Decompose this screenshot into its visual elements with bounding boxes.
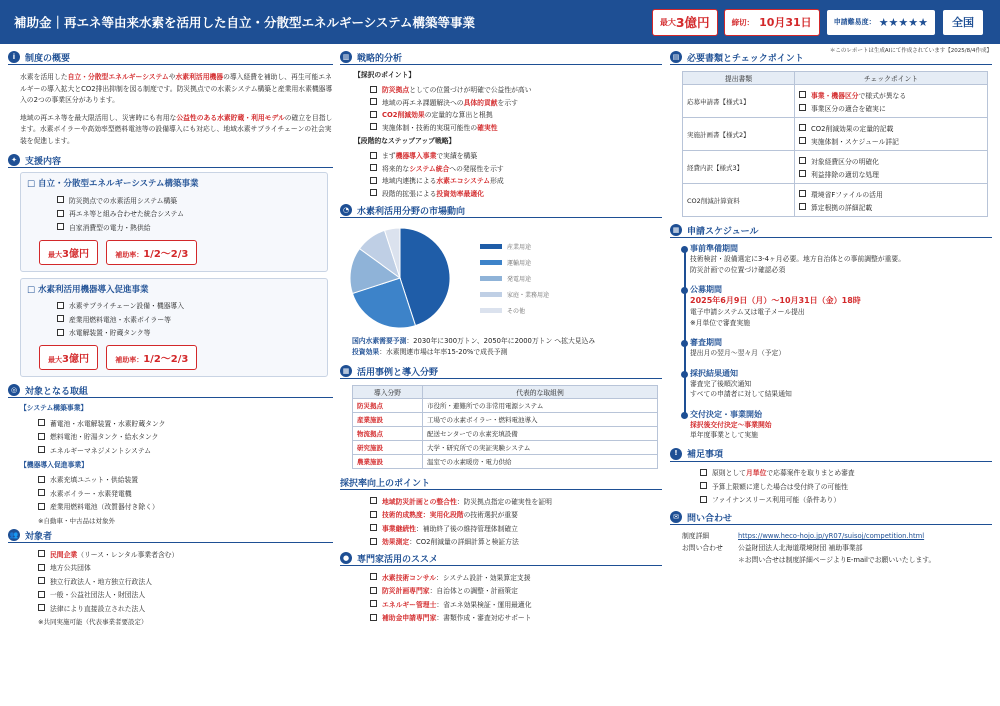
mail-icon: ✉: [670, 511, 682, 523]
table-cell: 配送センターでの水素充填設備: [423, 427, 658, 441]
table-row: [683, 118, 988, 151]
list-item: 蓄電池・水電解装置・水素貯蔵タンク: [38, 416, 333, 430]
contact-heading: ✉ 問い合わせ: [670, 510, 992, 525]
table-cell: 工場での水素ボイラー・燃料電池導入: [423, 413, 658, 427]
strategy-group-label: 【段階的なステップアップ戦略】: [354, 137, 456, 145]
user-icon: ●: [340, 552, 352, 564]
table-cell: 温室での水素暖房・電力供給: [423, 455, 658, 469]
list-item: 補助金申請専門家 ：書類作成・審査対応サポート: [370, 611, 662, 625]
table-cell: [795, 151, 988, 184]
table-row: [353, 427, 658, 441]
improve-heading: 採択率向上のポイント: [340, 475, 662, 490]
check-item: 環境省Fファイルの活用: [799, 187, 983, 200]
checkbox-icon: [370, 524, 377, 531]
legend-item: [480, 286, 549, 302]
table-cell: [795, 118, 988, 151]
legend-label: 産業用途: [507, 243, 532, 251]
list-item: エネルギーマネジメントシステム: [38, 443, 333, 457]
list-item: 法律により直接設立された法人: [38, 601, 333, 615]
timeline-item: 審査期間 提出月の翌月〜翌々月（予定）: [690, 338, 992, 359]
checkbox-icon: [799, 170, 806, 177]
checkbox-icon: [799, 124, 806, 131]
checkbox-icon: [370, 164, 377, 171]
table-row: [353, 413, 658, 427]
checkbox-icon: [370, 511, 377, 518]
checkbox-icon: [38, 550, 45, 557]
legend-swatch: [480, 276, 502, 281]
targets-note: ※自動車・中古品は対象外: [38, 517, 115, 525]
list-item: 独立行政法人・地方独立行政法人: [38, 574, 333, 588]
list-item: 水素充填ユニット・供給装置: [38, 473, 333, 487]
info-icon: i: [8, 51, 20, 63]
checkbox-icon: [370, 189, 377, 196]
table-row: [353, 455, 658, 469]
checkbox-icon: [799, 91, 806, 98]
right-column: [670, 50, 992, 566]
building-icon: ▦: [340, 365, 352, 377]
strategy-group-label: 【採択のポイント】: [354, 71, 416, 79]
market-chart: [340, 222, 662, 334]
pie-chart: [340, 223, 460, 333]
checkbox-icon: [700, 496, 707, 503]
list-item: 実施体制・技術的実現可能性の 確実性: [370, 121, 662, 134]
document-icon: ▤: [670, 51, 682, 63]
checkbox-icon: [700, 469, 707, 476]
checkbox-icon: [38, 564, 45, 571]
notes-heading: ! 補足事項: [670, 447, 992, 462]
table-cell: [795, 85, 988, 118]
checkbox-icon: [38, 591, 45, 598]
list-item: まず 機器導入事業 で実績を構築: [370, 149, 662, 162]
table-cell: 農業施設: [353, 455, 423, 469]
people-icon: 👥: [8, 529, 20, 541]
checkbox-icon: [38, 476, 45, 483]
checkbox-icon: [370, 600, 377, 607]
checkbox-icon: [370, 573, 377, 580]
checkbox-icon: [799, 104, 806, 111]
checkbox-icon: [370, 98, 377, 105]
calendar-icon: ▦: [670, 224, 682, 236]
list-item: 将来的な システム統合 への発展性を示す: [370, 162, 662, 175]
support-heading: ✦ 支援内容: [8, 153, 333, 168]
checkbox-icon: [57, 315, 64, 322]
support-box-title: □ 自立・分散型エネルギーシステム構築事業: [27, 179, 199, 189]
contact-link[interactable]: https://www.heco-hojo.jp/yR07/suisoj/competition.html: [738, 532, 925, 540]
list-item: 地域の再エネ課題解決への 具体的貢献 を示す: [370, 96, 662, 109]
list-item: 地方公共団体: [38, 561, 333, 575]
checkbox-icon: [57, 329, 64, 336]
list-item: CO2削減効果 の定量的な算出と根拠: [370, 108, 662, 121]
table-cell: 応募申請書【様式1】: [683, 85, 795, 118]
market-heading: ◔ 水素利活用分野の市場動向: [340, 203, 662, 218]
targets-group-label: 【機器導入促進事業】: [20, 460, 88, 469]
checkbox-icon: [38, 489, 45, 496]
check-item: CO2削減効果の定量的記載: [799, 121, 983, 134]
check-item: 事業区分の適合を確実に: [799, 101, 983, 114]
list-item: 自家消費型の電力・熱供給: [57, 220, 321, 234]
checkbox-icon: [370, 538, 377, 545]
checkbox-icon: [370, 614, 377, 621]
checkbox-icon: [700, 482, 707, 489]
check-item: 算定根拠の詳細記載: [799, 200, 983, 213]
legend-item: [480, 270, 549, 286]
list-item: 産業用燃料電池・水素ボイラー等: [57, 312, 321, 326]
rate-pill: 補助率：1/2〜2/3: [106, 240, 197, 265]
list-item: 防災計画専門家 ：自治体との調整・計画策定: [370, 584, 662, 598]
check-item: 対象経費区分の明確化: [799, 154, 983, 167]
legend-item: [480, 238, 549, 254]
table-cell: 物流拠点: [353, 427, 423, 441]
left-column: [8, 50, 333, 626]
timeline-item: 公募期間 2025年6月9日（月）〜10月31日（金）18時 電子申請システム又は電子メール提出 ※月単位で審査実施: [690, 285, 992, 328]
check-item: 実施体制・スケジュール詳記: [799, 134, 983, 147]
docs-table: 提出書類 チェックポイント 応募申請書【様式1】 事業・機器区分 で様式が異なる 事業区分の適合を確実に 実施計画書【様式2】 CO2削減効果の定量的記載 実施体制・スケジュール詳記 経費内訳【様式3】 対象経費区分の明確化 利益排除の適切な処理 CO2削減計算資料 環境省Fファイルの活用 算定根拠の詳細記載: [682, 71, 988, 217]
list-item: 地域防災計画との整合性 ：防災拠点指定の確実性を証明: [370, 494, 662, 508]
rating-stars: ★★★★★: [878, 15, 928, 29]
handshake-icon: ✦: [8, 154, 20, 166]
experts-heading: ● 専門家活用のススメ: [340, 551, 662, 566]
list-item: 水電解装置・貯蔵タンク等: [57, 326, 321, 340]
checkbox-icon: [370, 86, 377, 93]
max-amount-pill: 最大3億円: [39, 240, 98, 265]
checkbox-icon: [370, 497, 377, 504]
chart-icon: ▥: [340, 51, 352, 63]
checkbox-icon: [38, 433, 45, 440]
legend-item: [480, 302, 549, 318]
checkbox-icon: [38, 577, 45, 584]
cases-table: 導入分野 代表的な取組例 防災拠点 市役所・避難所での非常用電源システム 産業施設 工場での水素ボイラー・燃料電池導入 物流拠点 配送センターでの水素充填設備 研究施設 大学・研究所での実証実験システム 農業施設 温室での水素暖房・電力供給: [352, 385, 658, 469]
timeline-item: 事前準備期間 技術検討・設備選定に3-4ヶ月必要。地方自治体との事前調整が重要。 防災計画での位置づけ確認必須: [690, 244, 992, 275]
table-cell: 防災拠点: [353, 399, 423, 413]
legend-label: その他: [507, 307, 526, 315]
deadline-badge: 締切： 10月31日: [724, 9, 820, 36]
overview-paragraph: 水素を活用した自立・分散型エネルギーシステムや水素利活用機器の導入経費を補助し、再生可能エネルギーの導入拡大とCO2排出抑制を図る制度です。防災拠点での水素システム構築と産業用水素機器導入の2つの事業区分があります。: [20, 73, 333, 104]
checkbox-icon: [799, 190, 806, 197]
list-item: 再エネ等と組み合わせた統合システム: [57, 207, 321, 221]
checkbox-icon: [370, 177, 377, 184]
checkbox-icon: [799, 157, 806, 164]
cases-heading: ▦ 活用事例と導入分野: [340, 364, 662, 379]
checkbox-icon: [38, 604, 45, 611]
list-item: エネルギー管理士 ：省エネ効果検証・運用最適化: [370, 597, 662, 611]
check-item: 事業・機器区分 で様式が異なる: [799, 88, 983, 101]
timeline-item: 交付決定・事業開始 採択後交付決定〜事業開始 単年度事業として実施: [690, 410, 992, 441]
list-item: ファイナンスリース利用可能（条件あり）: [700, 493, 992, 507]
checkbox-icon: [370, 111, 377, 118]
chart-legend: [480, 238, 549, 318]
schedule-heading: ▦ 申請スケジュール: [670, 223, 992, 238]
overview-heading: i 制度の概要: [8, 50, 333, 65]
checkbox-icon: [799, 203, 806, 210]
list-item: 防災拠点での水素活用システム構築: [57, 193, 321, 207]
difficulty-badge: 申請難易度： ★★★★★: [826, 9, 936, 36]
support-box: [20, 278, 328, 378]
list-item: 地域内連携による 水素エコシステム 形成: [370, 174, 662, 187]
page-title: 補助金｜再エネ等由来水素を活用した自立・分散型エネルギーシステム構築等事業: [14, 15, 476, 30]
list-item: 水素技術コンサル ：システム設計・効果算定支援: [370, 570, 662, 584]
legend-label: 家庭・業務用途: [507, 291, 550, 299]
legend-swatch: [480, 244, 502, 249]
table-cell: CO2削減計算資料: [683, 184, 795, 217]
list-item: 予算上限額に達した場合は受付終了の可能性: [700, 479, 992, 493]
check-item: 利益排除の適切な処理: [799, 167, 983, 180]
checkbox-icon: [799, 137, 806, 144]
list-item: 効果測定 ：CO2削減量の詳細計算と検証方法: [370, 535, 662, 549]
checkbox-icon: [370, 123, 377, 130]
list-item: 民間企業 （リース・レンタル事業者含む）: [38, 547, 333, 561]
schedule-timeline: [670, 244, 992, 441]
table-row: [683, 184, 988, 217]
list-item: 産業用燃料電池（改質器付き除く）: [38, 500, 333, 514]
list-item: 段階的拡張による 投資効率最適化: [370, 187, 662, 200]
support-box: [20, 172, 328, 272]
table-cell: 市役所・避難所での非常用電源システム: [423, 399, 658, 413]
max-amount-badge: 最大 3億円: [652, 9, 718, 36]
overview-paragraph: 地域の再エネ等を最大限活用し、災害時にも有用な公益性のある水素貯蔵・利用モデルの確立を目指します。水素ボイラーや高効率型燃料電池等の設備導入にも対応し、地域水素サプライチェーンの社会実装を促進します。: [20, 113, 333, 145]
targets-heading: ◎ 対象となる取組: [8, 383, 333, 398]
rate-pill: 補助率：1/2〜2/3: [106, 345, 197, 370]
support-box-title: □ 水素利活用機器導入促進事業: [27, 284, 149, 295]
legend-item: [480, 254, 549, 270]
checkbox-icon: [370, 587, 377, 594]
table-cell: [795, 184, 988, 217]
legend-label: 運輸用途: [507, 259, 532, 267]
docs-heading: ▤ 必要書類とチェックポイント: [670, 50, 992, 65]
scope-badge: 全国: [942, 9, 984, 36]
list-item: 燃料電池・貯湯タンク・給水タンク: [38, 430, 333, 444]
checkbox-icon: [38, 446, 45, 453]
max-amount-pill: 最大3億円: [39, 345, 98, 370]
target-icon: ◎: [8, 384, 20, 396]
list-item: 技術的成熟度： 実用化段階 の技術選択が重要: [370, 508, 662, 522]
legend-swatch: [480, 292, 502, 297]
timeline-item: 採択結果通知 審査完了後順次通知 すべての申請者に対して結果通知: [690, 369, 992, 400]
pie-chart-icon: ◔: [340, 204, 352, 216]
table-cell: 大学・研究所での実証実験システム: [423, 441, 658, 455]
list-item: 事業継続性 ：補助終了後の維持管理体制確立: [370, 521, 662, 535]
checkbox-icon: [57, 302, 64, 309]
generated-note: ＊このレポートは生成AIにて作成されています【2025/8/4作成】: [829, 48, 992, 54]
table-row: [353, 441, 658, 455]
checkbox-icon: [57, 210, 64, 217]
table-cell: 経費内訳【様式3】: [683, 151, 795, 184]
checkbox-icon: [38, 419, 45, 426]
table-row: [353, 399, 658, 413]
legend-swatch: [480, 308, 502, 313]
list-item: 原則として 月単位 で応募案件を取りまとめ審査: [700, 466, 992, 480]
eligible-note: ※共同実施可能（代表事業者要設定）: [38, 617, 148, 626]
list-item: 水素ボイラー・水素発電機: [38, 486, 333, 500]
legend-label: 発電用途: [507, 275, 532, 283]
warning-icon: !: [670, 448, 682, 460]
list-item: 一般・公益社団法人・財団法人: [38, 588, 333, 602]
table-cell: 実施計画書【様式2】: [683, 118, 795, 151]
targets-group-label: 【システム構築事業】: [20, 404, 88, 412]
eligible-heading: 👥 対象者: [8, 528, 333, 543]
table-row: [683, 151, 988, 184]
table-row: [683, 85, 988, 118]
table-cell: 研究施設: [353, 441, 423, 455]
list-item: 防災拠点 としての位置づけが明確で公益性が高い: [370, 83, 662, 96]
checkbox-icon: [38, 503, 45, 510]
checkbox-icon: [57, 223, 64, 230]
contact-block: 制度詳細 https://www.heco-hojo.jp/yR07/suisoj/competition.html お問い合わせ 公益財団法人北海道環境財団 補助事業部 ＊お問い合せは制度詳細ページよりE-mailでお願いいたします。: [682, 532, 936, 564]
checkbox-icon: [57, 196, 64, 203]
middle-column: [340, 50, 662, 624]
market-notes: 国内水素需要予測：2030年に300万トン、2050年に2000万トン へ拡大見込み 投資効果：水素関連市場は年率15-20%で成長予測: [352, 337, 596, 356]
table-cell: 産業施設: [353, 413, 423, 427]
strategy-heading: ▥ 戦略的分析: [340, 50, 662, 65]
page-header: [0, 0, 1000, 44]
legend-swatch: [480, 260, 502, 265]
list-item: 水素サプライチェーン設備・機器導入: [57, 299, 321, 313]
checkbox-icon: [370, 152, 377, 159]
